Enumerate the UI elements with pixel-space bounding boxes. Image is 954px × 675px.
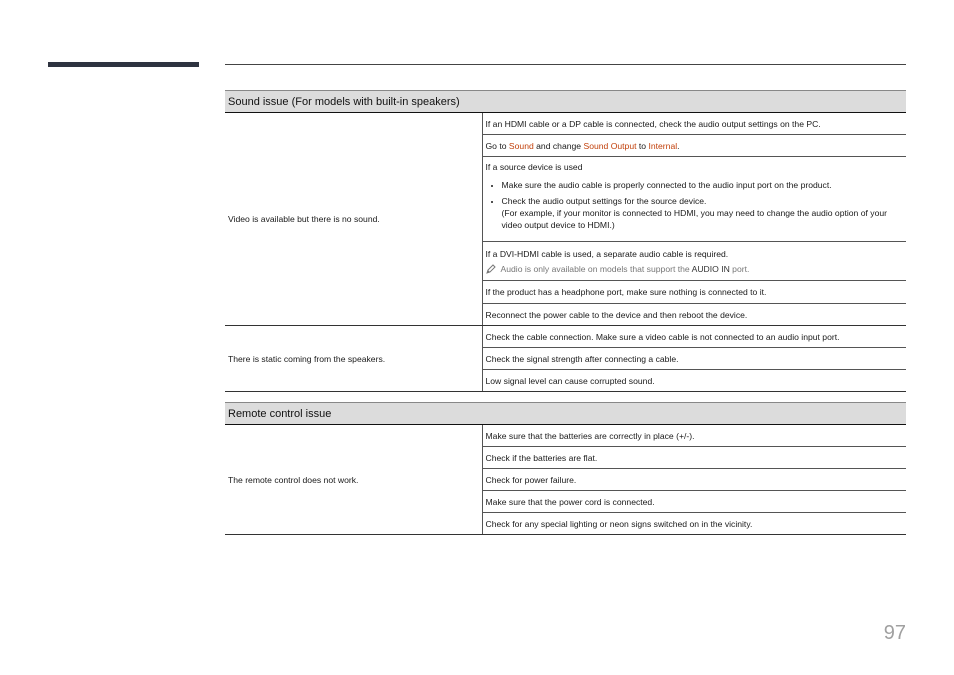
solution-row: Go to Sound and change Sound Output to Internal. xyxy=(482,135,906,157)
solution-row: Check for any special lighting or neon signs switched on in the vicinity. xyxy=(482,513,906,535)
solution-row: If a DVI-HDMI cable is used, a separate audio cable is required. Audio is only available on models that support the AUDIO IN port. xyxy=(482,242,906,281)
solution-row: If the product has a headphone port, make sure nothing is connected to it. xyxy=(482,281,906,304)
bullet-item: • Make sure the audio cable is properly connected to the audio input port on the product. xyxy=(502,179,904,191)
sound-issue-table xyxy=(225,90,906,392)
issue-remote-not-working: The remote control does not work. xyxy=(225,425,482,535)
pencil-note-icon xyxy=(486,264,496,274)
note: Audio is only available on models that support the AUDIO IN port. xyxy=(486,263,904,275)
menu-sound-output: Sound Output xyxy=(583,140,637,151)
sound-issue-header: Sound issue (For models with built-in speakers) xyxy=(225,91,906,113)
solution-row: Low signal level can cause corrupted sound. xyxy=(482,370,906,392)
issue-static: There is static coming from the speakers. xyxy=(225,326,482,392)
bullet-list xyxy=(486,179,904,231)
solution-row: Make sure that the power cord is connected. xyxy=(482,491,906,513)
option-internal: Internal xyxy=(648,140,678,151)
solution-intro: If a source device is used xyxy=(485,162,583,172)
solution-row: Reconnect the power cable to the device and then reboot the device. xyxy=(482,304,906,326)
page-number: 97 xyxy=(883,622,906,644)
remote-issue-table xyxy=(225,402,906,535)
top-divider xyxy=(225,64,906,65)
bullet-item: • Check the audio output settings for the source device. (For example, if your monitor is connected to HDMI, you may need to change the audio option of your video output device to HDMI.) xyxy=(502,195,904,231)
solution-row: Check the signal strength after connecting a cable. xyxy=(482,348,906,370)
solution-row: If an HDMI cable or a DP cable is connected, check the audio output settings on the PC. xyxy=(482,113,906,135)
solution-row: Make sure that the batteries are correctly in place (+/-). xyxy=(482,425,906,447)
menu-sound: Sound xyxy=(508,140,534,151)
solution-row xyxy=(482,157,906,242)
issue-no-sound: Video is available but there is no sound. xyxy=(225,113,482,326)
solution-row: Check for power failure. xyxy=(482,469,906,491)
solution-row: Check if the batteries are flat. xyxy=(482,447,906,469)
solution-row: Check the cable connection. Make sure a video cable is not connected to an audio input port. xyxy=(482,326,906,348)
section-marker-bar xyxy=(48,62,199,67)
remote-issue-header: Remote control issue xyxy=(225,403,906,425)
